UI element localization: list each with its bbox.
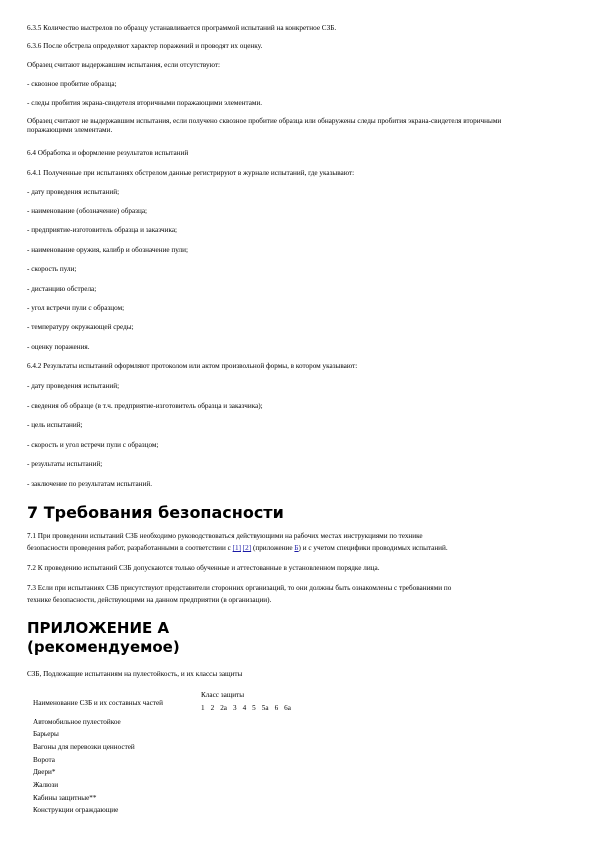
list-item: - следы пробития экрана-свидетеля вторичными поражающими элементами.	[27, 99, 263, 107]
paragraph-7-3-line1: 7.3 Если при испытаниях СЗБ присутствуют представители сторонних организаций, то они должны быть ознакомлены с требованиями по	[27, 584, 452, 592]
paragraph-6-4-1: 6.4.1 Полученные при испытаниях обстрелом данные регистрируют в журнале испытаний, где указывают:	[27, 169, 355, 177]
class-number: 4	[242, 704, 247, 712]
list-item: - сведения об образце (в т.ч. предприятие-изготовитель образца и заказчика);	[27, 402, 263, 410]
class-number: 6	[274, 704, 279, 712]
table-row: Барьеры	[33, 730, 59, 738]
class-number: 2а	[220, 704, 227, 712]
list-item: - скорость и угол встречи пули с образцом;	[27, 441, 159, 449]
table-row: Ворота	[33, 756, 55, 764]
paragraph-7-1-line2	[27, 544, 567, 553]
class-number: 5	[252, 704, 256, 712]
paragraph-failed: Образец считают не выдержавшим испытания, если получено сквозное пробитие образца или обнаружены следы пробития экрана-свидетеля вторичными поражающими элементами.	[27, 117, 502, 134]
class-columns	[201, 704, 291, 713]
appendix-a-subtitle: (рекомендуемое)	[27, 638, 180, 656]
paragraph-7-2: 7.2 К проведению испытаний СЗБ допускаются только обученные и аттестованные в установленном порядке лица.	[27, 564, 380, 572]
table-row: Жалюзи	[33, 781, 59, 789]
list-item: - наименование (обозначение) образца;	[27, 207, 148, 215]
reference-link-2[interactable]: [2]	[242, 544, 252, 552]
list-item: - наименование оружия, калибр и обозначение пули;	[27, 246, 188, 254]
list-item: - дату проведения испытаний;	[27, 382, 120, 390]
class-number: 2	[210, 704, 215, 712]
section-7-heading: 7 Требования безопасности	[27, 503, 284, 522]
appendix-b-link[interactable]: Б	[294, 544, 299, 552]
list-item: - скорость пули;	[27, 265, 77, 273]
list-item: - температуру окружающей среды;	[27, 323, 134, 331]
list-item: - цель испытаний;	[27, 421, 83, 429]
reference-link-1[interactable]: [1]	[232, 544, 241, 552]
paragraph-7-1-text: безопасности проведения работ, разработанными в соответствии с	[27, 544, 233, 552]
paragraph-6-3-5: 6.3.5 Количество выстрелов по образцу устанавливается программой испытаний на конкретное СЗБ.	[27, 24, 337, 32]
class-number: 5а	[261, 704, 269, 712]
list-item: - предприятие-изготовитель образца и заказчика;	[27, 226, 178, 234]
list-item: - сквозное пробитие образца;	[27, 80, 117, 88]
list-item: - дистанцию обстрела;	[27, 285, 97, 293]
paragraph-7-1-text: (приложение	[251, 544, 295, 552]
table-row: Кабины защитные**	[33, 794, 97, 802]
column-header-name: Наименование СЗБ и их составных частей	[33, 699, 163, 707]
table-row: Конструкции ограждающие	[33, 806, 119, 814]
class-number: 3	[232, 704, 237, 712]
table-row: Автомобильное пулестойкое	[33, 718, 121, 726]
paragraph-6-3-6: 6.3.6 После обстрела определяют характер поражений и проводят их оценку.	[27, 42, 263, 50]
paragraph-6-4: 6.4 Обработка и оформление результатов испытаний	[27, 149, 189, 157]
paragraph-withstood: Образец считают выдержавшим испытания, если отсутствуют:	[27, 61, 221, 69]
class-number: 1	[201, 704, 205, 712]
paragraph-6-4-2: 6.4.2 Результаты испытаний оформляют протоколом или актом произвольной формы, в котором указывают:	[27, 362, 358, 370]
paragraph-7-1-text: ) и с учетом специфики проводимых испытаний.	[298, 544, 448, 552]
table-row: Двери*	[33, 768, 56, 776]
table-caption: СЗБ, Подлежащие испытаниям на пулестойкость, и их классы защиты	[27, 670, 243, 678]
list-item: - заключение по результатам испытаний.	[27, 480, 153, 488]
paragraph-7-1-line1: 7.1 При проведении испытаний СЗБ необходимо руководствоваться действующими на рабочих местах инструкциями по технике	[27, 532, 423, 540]
class-number: 6а	[284, 704, 291, 712]
list-item: - оценку поражения.	[27, 343, 90, 351]
table-row: Вагоны для перевозки ценностей	[33, 743, 135, 751]
list-item: - угол встречи пули с образцом;	[27, 304, 125, 312]
column-header-class: Класс защиты	[201, 691, 245, 699]
appendix-a-title: ПРИЛОЖЕНИЕ А	[27, 619, 170, 637]
list-item: - результаты испытаний;	[27, 460, 103, 468]
paragraph-7-3-line2: технике безопасности, действующими на данном предприятии (в организации).	[27, 596, 272, 604]
list-item: - дату проведения испытаний;	[27, 188, 120, 196]
